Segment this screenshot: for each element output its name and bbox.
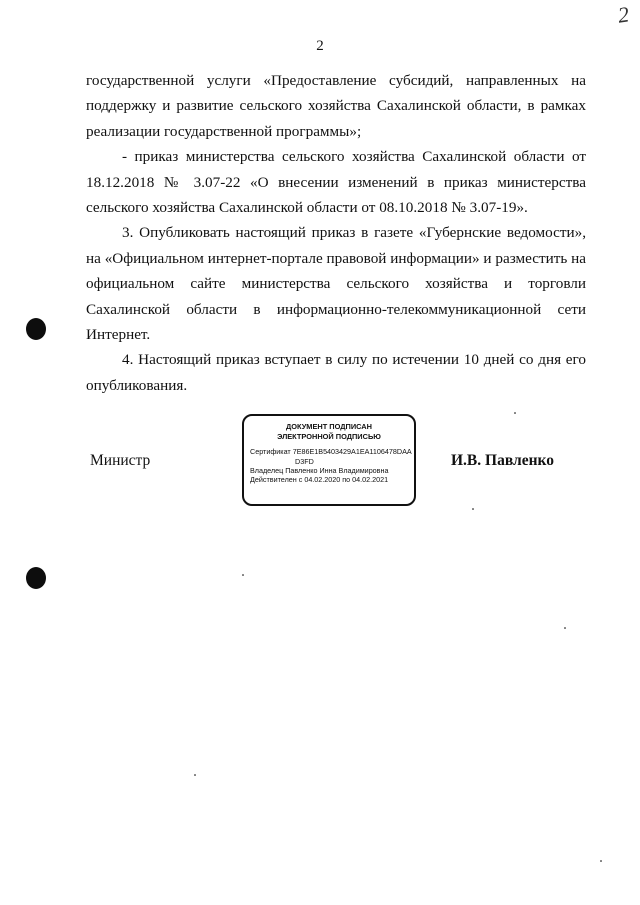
electronic-signature-stamp — [242, 414, 416, 506]
scan-speck — [564, 627, 566, 629]
stamp-validity: Действителен с 04.02.2020 по 04.02.2021 — [250, 475, 389, 485]
handwritten-page-mark: 2 — [616, 1, 631, 28]
scan-speck — [194, 774, 196, 776]
scan-speck — [600, 860, 602, 862]
punch-hole — [26, 318, 46, 340]
signer-role: Министр — [90, 452, 151, 469]
scan-speck — [242, 574, 244, 576]
page-number: 2 — [316, 38, 324, 54]
scan-speck — [514, 412, 516, 414]
stamp-owner: Владелец Павленко Инна Владимировна — [250, 466, 389, 475]
paragraph-bullet-order: - приказ министерства сельского хозяйства Сахалинской области от 18.12.2018 № 3.07-22 «О внесении изменений в приказ министерства сельского хозяйства Сахалинской области от 08.10.2018 № 3.07-19». — [86, 148, 586, 217]
stamp-certificate-continuation: D3FD — [295, 456, 314, 466]
paragraph-item-4: 4. Настоящий приказ вступает в силу по истечении 10 дней со дня его опубликования. — [86, 351, 586, 394]
paragraph-item-3: 3. Опубликовать настоящий приказ в газете «Губернские ведомости», на «Официальном интернет-портале правовой информации» и разместить на официальном сайте министерства сельского хозяйства и торговли Сахалинской области в информационно-телекоммуникационной сети Интернет. — [86, 224, 586, 344]
paragraph-continuation: государственной услуги «Предоставление субсидий, направленных на поддержку и развитие сельского хозяйства Сахалинской области, в рамках реализации государственной программы»; — [86, 72, 586, 140]
stamp-title-line-2: ЭЛЕКТРОННОЙ ПОДПИСЬЮ — [277, 431, 381, 441]
document-body — [86, 68, 586, 398]
scan-speck — [472, 508, 474, 510]
punch-hole — [26, 567, 46, 589]
stamp-title — [250, 422, 408, 441]
signer-name: И.В. Павленко — [451, 452, 554, 469]
stamp-certificate: Сертификат 7E86E1B5403429A1EA1106478DAA — [250, 447, 412, 457]
stamp-title-line-1: ДОКУМЕНТ ПОДПИСАН — [286, 422, 372, 431]
